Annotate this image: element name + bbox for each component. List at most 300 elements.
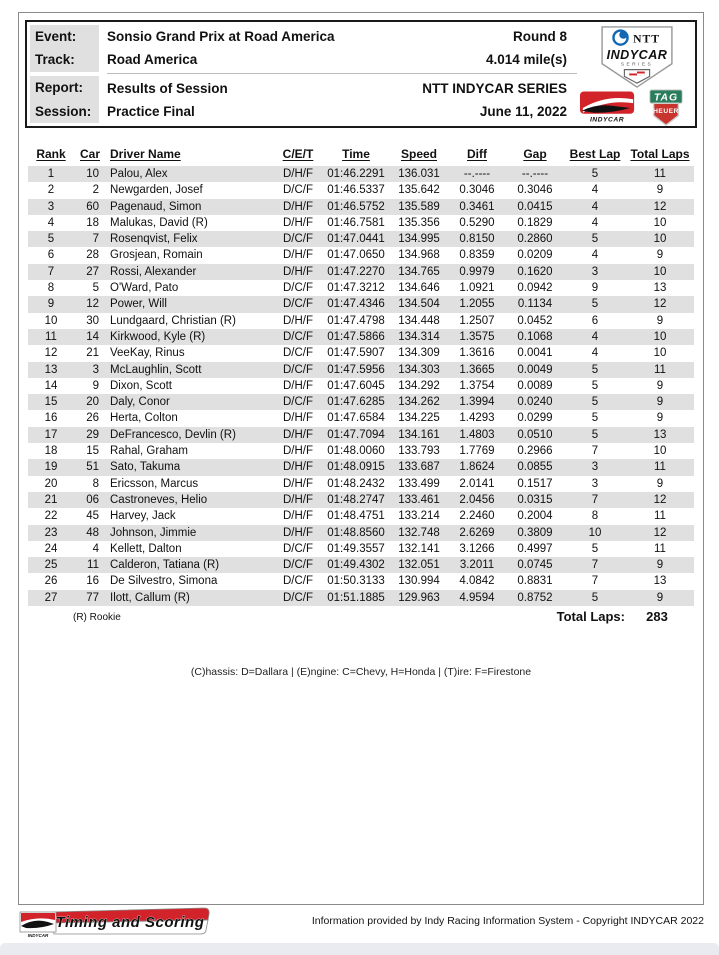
- table-cell: VeeKay, Rinus: [110, 347, 185, 360]
- event-value: Sonsio Grand Prix at Road America: [107, 29, 335, 45]
- table-cell: D/C/F: [282, 542, 314, 555]
- table-cell: 12: [44, 347, 58, 360]
- table-cell: D/C/F: [282, 298, 314, 311]
- table-cell: D/C/F: [282, 591, 314, 604]
- table-cell: Grosjean, Romain: [110, 249, 203, 262]
- table-row: [28, 329, 694, 345]
- table-cell: 0.8831: [517, 575, 553, 588]
- table-cell: 01:47.5907: [327, 347, 385, 360]
- column-header: Speed: [400, 147, 437, 161]
- table-cell: 01:48.2432: [327, 477, 385, 490]
- table-row: [28, 362, 694, 378]
- table-cell: 01:48.0915: [327, 461, 385, 474]
- table-row: [28, 378, 694, 394]
- timing-and-scoring-logo: [18, 906, 213, 945]
- footer-info-text: Information provided by Indy Racing Information System - Copyright INDYCAR 2022: [311, 915, 704, 927]
- results-table: [28, 147, 694, 606]
- table-cell: D/C/F: [282, 233, 314, 246]
- round-value: Round 8: [513, 29, 567, 45]
- table-cell: 1.2507: [459, 314, 495, 327]
- table-cell: 01:46.2291: [327, 168, 385, 180]
- table-cell: 7: [591, 575, 599, 588]
- table-cell: 13: [653, 282, 667, 295]
- table-cell: Rossi, Alexander: [110, 265, 197, 278]
- svg-text:INDYCAR: INDYCAR: [606, 47, 668, 62]
- table-cell: 01:47.5956: [327, 363, 385, 376]
- table-cell: 16: [44, 412, 58, 425]
- legend-text: (C)hassis: D=Dallara | (E)ngine: C=Chevy, H=Honda | (T)ire: F=Firestone: [190, 666, 532, 678]
- table-cell: 6: [47, 249, 55, 262]
- table-cell: D/C/F: [282, 363, 314, 376]
- viewer-bottom-strip: [0, 943, 719, 955]
- table-cell: 4.0842: [459, 575, 495, 588]
- table-cell: 7: [591, 559, 599, 572]
- header-label-block-bottom: [30, 76, 99, 123]
- table-cell: 20: [86, 396, 99, 409]
- table-cell: 0.0041: [517, 347, 553, 360]
- report-row: [99, 76, 577, 99]
- svg-text:INDYCAR: INDYCAR: [589, 116, 625, 124]
- table-cell: 0.1068: [517, 330, 553, 343]
- table-cell: 18: [86, 216, 99, 229]
- table-cell: D/H/F: [282, 477, 314, 490]
- table-cell: 0.0299: [517, 412, 553, 425]
- table-cell: D/C/F: [282, 330, 314, 343]
- table-cell: 9: [47, 298, 55, 311]
- table-cell: 1.4803: [459, 428, 495, 441]
- column-header: Best Lap: [569, 147, 621, 161]
- table-cell: 1.8624: [459, 461, 495, 474]
- table-cell: 1.3575: [459, 330, 495, 343]
- table-cell: 134.292: [398, 379, 440, 392]
- table-cell: 5: [591, 233, 599, 246]
- table-cell: 0.0942: [517, 282, 553, 295]
- table-cell: 130.994: [398, 575, 440, 588]
- column-header: Driver Name: [110, 147, 181, 161]
- table-cell: 01:47.4346: [327, 298, 385, 311]
- table-cell: 0.3461: [459, 200, 495, 213]
- total-laps-label: Total Laps:: [556, 609, 625, 624]
- timing-scoring-banner-icon: [18, 906, 213, 940]
- table-cell: 21: [86, 347, 99, 360]
- rookie-note: (R) Rookie: [73, 612, 121, 623]
- table-cell: Castroneves, Helio: [110, 493, 208, 506]
- column-header: Time: [342, 147, 370, 161]
- table-cell: 9: [591, 282, 599, 295]
- table-cell: 01:47.0650: [327, 249, 385, 262]
- table-cell: D/H/F: [282, 379, 314, 392]
- table-cell: 4: [47, 216, 55, 229]
- session-value: Practice Final: [107, 103, 195, 119]
- table-cell: 01:47.3212: [327, 282, 385, 295]
- results-header-row: [28, 147, 694, 166]
- report-value: Results of Session: [107, 80, 228, 96]
- table-cell: 4.9594: [459, 591, 495, 604]
- table-cell: Kellett, Dalton: [110, 542, 182, 555]
- table-row: [28, 557, 694, 573]
- table-cell: 10: [588, 526, 602, 539]
- table-cell: 01:51.1885: [327, 591, 385, 604]
- table-cell: 0.0510: [517, 428, 553, 441]
- table-cell: 14: [44, 379, 58, 392]
- table-cell: 0.2860: [517, 233, 553, 246]
- table-row: [28, 525, 694, 541]
- table-cell: 0.8752: [517, 591, 553, 604]
- table-cell: 1.0921: [459, 282, 495, 295]
- table-cell: 0.0745: [517, 559, 553, 572]
- results-table-wrap: [28, 147, 694, 606]
- indycar-car-icon: [579, 90, 637, 124]
- table-cell: 132.748: [398, 526, 440, 539]
- table-cell: 5: [591, 396, 599, 409]
- table-cell: 0.2966: [517, 445, 553, 458]
- table-cell: 5: [591, 542, 599, 555]
- table-row: [28, 541, 694, 557]
- table-cell: 3.2011: [459, 559, 495, 572]
- table-cell: 9: [656, 559, 664, 572]
- table-cell: 10: [653, 265, 667, 278]
- table-cell: 9: [92, 379, 99, 392]
- table-cell: 01:48.4751: [327, 510, 385, 523]
- table-cell: 5: [591, 412, 599, 425]
- table-cell: 0.8359: [459, 249, 495, 262]
- table-cell: 01:48.2747: [327, 493, 385, 506]
- table-cell: 134.161: [398, 428, 440, 441]
- column-header: C/E/T: [282, 147, 314, 161]
- table-cell: 12: [653, 493, 667, 506]
- table-cell: 0.4997: [517, 542, 553, 555]
- table-row: [28, 247, 694, 263]
- table-row: [28, 345, 694, 361]
- table-cell: D/H/F: [282, 445, 314, 458]
- table-row: [28, 199, 694, 215]
- table-cell: 3: [591, 265, 599, 278]
- table-row: [28, 590, 694, 606]
- table-cell: 0.0855: [517, 461, 553, 474]
- table-cell: --.----: [521, 168, 549, 180]
- header-values-column: [99, 22, 577, 126]
- table-cell: 9: [656, 396, 664, 409]
- table-cell: 133.499: [398, 477, 440, 490]
- event-label: Event:: [35, 28, 77, 44]
- table-cell: 27: [86, 265, 99, 278]
- table-cell: 132.051: [398, 559, 440, 572]
- table-row: [28, 443, 694, 459]
- table-cell: 134.995: [398, 233, 440, 246]
- table-row: [28, 573, 694, 589]
- table-row: [28, 410, 694, 426]
- table-cell: 2.6269: [459, 526, 495, 539]
- table-cell: 01:47.4798: [327, 314, 385, 327]
- table-cell: 4: [591, 184, 599, 197]
- table-cell: 1: [47, 168, 55, 180]
- header-labels-column: [27, 22, 99, 126]
- table-cell: 01:47.0441: [327, 233, 385, 246]
- series-badge-icon: [600, 25, 674, 89]
- table-cell: 23: [44, 526, 58, 539]
- table-cell: --.----: [463, 168, 491, 180]
- session-header-box: [25, 20, 697, 128]
- table-row: [28, 166, 694, 182]
- table-cell: 134.262: [398, 396, 440, 409]
- series-name: NTT INDYCAR SERIES: [422, 80, 567, 96]
- table-cell: 133.461: [398, 493, 440, 506]
- table-cell: 27: [44, 591, 58, 604]
- table-cell: 01:46.7581: [327, 216, 385, 229]
- table-row: [28, 231, 694, 247]
- svg-text:TAG: TAG: [653, 92, 679, 104]
- table-cell: 3: [92, 363, 99, 376]
- table-cell: 01:47.7094: [327, 428, 385, 441]
- table-row: [28, 280, 694, 296]
- table-cell: Dixon, Scott: [110, 379, 172, 392]
- track-label: Track:: [35, 52, 75, 68]
- table-cell: Pagenaud, Simon: [110, 200, 202, 213]
- table-cell: 134.314: [398, 330, 440, 343]
- table-cell: D/H/F: [282, 216, 314, 229]
- table-cell: 11: [654, 542, 666, 555]
- table-cell: 9: [656, 249, 664, 262]
- results-table-body: [28, 166, 694, 606]
- table-cell: 135.356: [398, 216, 440, 229]
- table-cell: 134.225: [398, 412, 440, 425]
- table-cell: 10: [653, 216, 667, 229]
- table-cell: 1.2055: [459, 298, 495, 311]
- table-row: [28, 492, 694, 508]
- table-cell: Calderon, Tatiana (R): [110, 559, 220, 572]
- table-cell: 0.0049: [517, 363, 553, 376]
- table-cell: D/H/F: [282, 265, 314, 278]
- table-cell: 13: [653, 575, 667, 588]
- table-cell: 12: [653, 200, 667, 213]
- table-cell: 8: [47, 282, 55, 295]
- table-cell: 0.3046: [517, 184, 553, 197]
- table-cell: D/H/F: [282, 493, 314, 506]
- table-row: [28, 215, 694, 231]
- table-cell: 9: [656, 412, 664, 425]
- report-label: Report:: [35, 80, 83, 96]
- table-cell: 0.2004: [517, 510, 553, 523]
- table-row: [28, 264, 694, 280]
- table-cell: 11: [87, 559, 99, 572]
- table-cell: 135.589: [398, 200, 440, 213]
- table-cell: 2.0141: [459, 477, 495, 490]
- column-header: Gap: [523, 147, 547, 161]
- table-cell: 0.0415: [517, 200, 553, 213]
- table-cell: Harvey, Jack: [110, 510, 176, 523]
- table-cell: D/C/F: [282, 396, 314, 409]
- table-cell: 01:47.6045: [327, 379, 385, 392]
- table-cell: 45: [86, 510, 99, 523]
- total-laps-value: 283: [646, 609, 668, 624]
- table-cell: 2: [47, 184, 55, 197]
- table-cell: 5: [92, 282, 99, 295]
- table-cell: D/C/F: [282, 347, 314, 360]
- table-cell: 0.3809: [517, 526, 553, 539]
- table-cell: 10: [653, 445, 667, 458]
- table-cell: 0.1620: [517, 265, 553, 278]
- table-cell: 11: [654, 168, 666, 180]
- table-cell: 01:47.6285: [327, 396, 385, 409]
- table-cell: 51: [86, 461, 99, 474]
- table-cell: 13: [44, 363, 58, 376]
- table-cell: 134.448: [398, 314, 440, 327]
- table-cell: 5: [591, 298, 599, 311]
- table-cell: 21: [44, 493, 58, 506]
- table-cell: Newgarden, Josef: [110, 184, 203, 197]
- table-cell: 01:47.5866: [327, 330, 385, 343]
- table-cell: 22: [44, 510, 58, 523]
- table-cell: 18: [44, 445, 58, 458]
- table-cell: 4: [591, 200, 599, 213]
- table-cell: 9: [656, 477, 664, 490]
- table-cell: 01:47.2270: [327, 265, 385, 278]
- table-cell: 4: [591, 347, 599, 360]
- table-cell: 3: [591, 461, 599, 474]
- table-cell: D/H/F: [282, 200, 314, 213]
- table-cell: 11: [45, 330, 57, 343]
- table-cell: 12: [86, 298, 99, 311]
- table-cell: 1.3665: [459, 363, 495, 376]
- table-cell: 3: [47, 200, 55, 213]
- table-cell: 9: [656, 591, 664, 604]
- table-cell: 29: [86, 428, 99, 441]
- table-cell: 0.8150: [459, 233, 495, 246]
- table-row: [28, 459, 694, 475]
- table-cell: 5: [591, 168, 599, 180]
- table-cell: D/H/F: [282, 314, 314, 327]
- track-length-value: 4.014 mile(s): [485, 52, 567, 68]
- table-cell: D/H/F: [282, 526, 314, 539]
- event-row: [99, 25, 577, 48]
- table-cell: 15: [44, 396, 58, 409]
- totals-row: [19, 609, 703, 629]
- header-logos: [577, 22, 695, 126]
- track-row: [99, 48, 577, 71]
- session-row: [99, 100, 577, 123]
- table-cell: Herta, Colton: [110, 412, 178, 425]
- table-cell: 9: [656, 184, 664, 197]
- table-cell: Power, Will: [110, 298, 167, 311]
- svg-text:SERIES: SERIES: [620, 62, 654, 68]
- column-header: Total Laps: [630, 147, 690, 161]
- table-cell: 133.214: [398, 510, 440, 523]
- table-cell: 11: [654, 461, 666, 474]
- table-cell: 6: [591, 314, 599, 327]
- table-cell: 26: [86, 412, 99, 425]
- table-cell: 9: [656, 379, 664, 392]
- table-cell: 20: [44, 477, 58, 490]
- table-cell: 24: [44, 542, 58, 555]
- table-cell: Sato, Takuma: [110, 461, 181, 474]
- table-cell: 16: [86, 575, 99, 588]
- table-cell: De Silvestro, Simona: [110, 575, 218, 588]
- table-cell: 10: [653, 347, 667, 360]
- column-header: Diff: [467, 147, 487, 161]
- column-header: Car: [79, 147, 100, 161]
- table-cell: 14: [86, 330, 99, 343]
- table-cell: 134.504: [398, 298, 440, 311]
- table-cell: Lundgaard, Christian (R): [110, 314, 236, 327]
- table-row: [28, 296, 694, 312]
- table-cell: DeFrancesco, Devlin (R): [110, 428, 236, 441]
- table-cell: 06: [86, 493, 99, 506]
- table-cell: 1.3754: [459, 379, 495, 392]
- table-cell: D/C/F: [282, 575, 314, 588]
- table-cell: 129.963: [398, 591, 440, 604]
- table-cell: D/C/F: [282, 282, 314, 295]
- table-cell: 7: [47, 265, 55, 278]
- table-cell: Ericsson, Marcus: [110, 477, 199, 490]
- table-cell: 15: [86, 445, 99, 458]
- table-cell: 2.2460: [459, 510, 495, 523]
- table-cell: 132.141: [398, 542, 440, 555]
- column-header: Rank: [36, 147, 66, 161]
- ntt-indycar-series-logo: [600, 25, 674, 94]
- table-cell: Ilott, Callum (R): [110, 591, 190, 604]
- table-cell: D/H/F: [282, 412, 314, 425]
- table-cell: 4: [591, 249, 599, 262]
- table-cell: Palou, Alex: [110, 168, 168, 180]
- table-cell: 7: [591, 445, 599, 458]
- table-cell: 1.3616: [459, 347, 495, 360]
- table-cell: 25: [44, 559, 58, 572]
- table-cell: 0.1134: [517, 298, 553, 311]
- table-cell: 4: [591, 330, 599, 343]
- table-cell: 01:47.6584: [327, 412, 385, 425]
- table-row: [28, 427, 694, 443]
- footer: [0, 905, 719, 945]
- table-cell: D/H/F: [282, 428, 314, 441]
- table-cell: 10: [86, 168, 99, 180]
- tag-heuer-logo: [645, 88, 687, 133]
- table-row: [28, 313, 694, 329]
- table-cell: 01:49.4302: [327, 559, 385, 572]
- table-row: [28, 394, 694, 410]
- table-cell: D/H/F: [282, 510, 314, 523]
- table-cell: 1.7769: [459, 445, 495, 458]
- header-divider: [107, 73, 577, 75]
- table-row: [28, 508, 694, 524]
- table-cell: 4: [591, 216, 599, 229]
- table-cell: 10: [653, 330, 667, 343]
- table-cell: 5: [47, 233, 55, 246]
- tag-heuer-icon: [645, 88, 687, 128]
- table-cell: 01:49.3557: [327, 542, 385, 555]
- table-cell: 2: [92, 184, 99, 197]
- table-cell: Rahal, Graham: [110, 445, 188, 458]
- table-cell: 1.3994: [459, 396, 495, 409]
- table-cell: 133.793: [398, 445, 440, 458]
- table-cell: 0.0315: [517, 493, 553, 506]
- table-cell: 30: [86, 314, 99, 327]
- table-cell: Daly, Conor: [110, 396, 170, 409]
- table-cell: 0.0209: [517, 249, 553, 262]
- date-value: June 11, 2022: [479, 103, 567, 119]
- table-cell: 12: [653, 526, 667, 539]
- table-cell: 9: [656, 314, 664, 327]
- table-cell: D/H/F: [282, 461, 314, 474]
- table-cell: Malukas, David (R): [110, 216, 208, 229]
- table-cell: 48: [86, 526, 99, 539]
- table-cell: 5: [591, 428, 599, 441]
- table-cell: 77: [86, 591, 99, 604]
- table-cell: 1.4293: [459, 412, 495, 425]
- table-cell: 13: [653, 428, 667, 441]
- table-row: [28, 182, 694, 198]
- svg-text:Timing and Scoring: Timing and Scoring: [55, 914, 205, 931]
- svg-text:INDYCAR: INDYCAR: [27, 933, 49, 938]
